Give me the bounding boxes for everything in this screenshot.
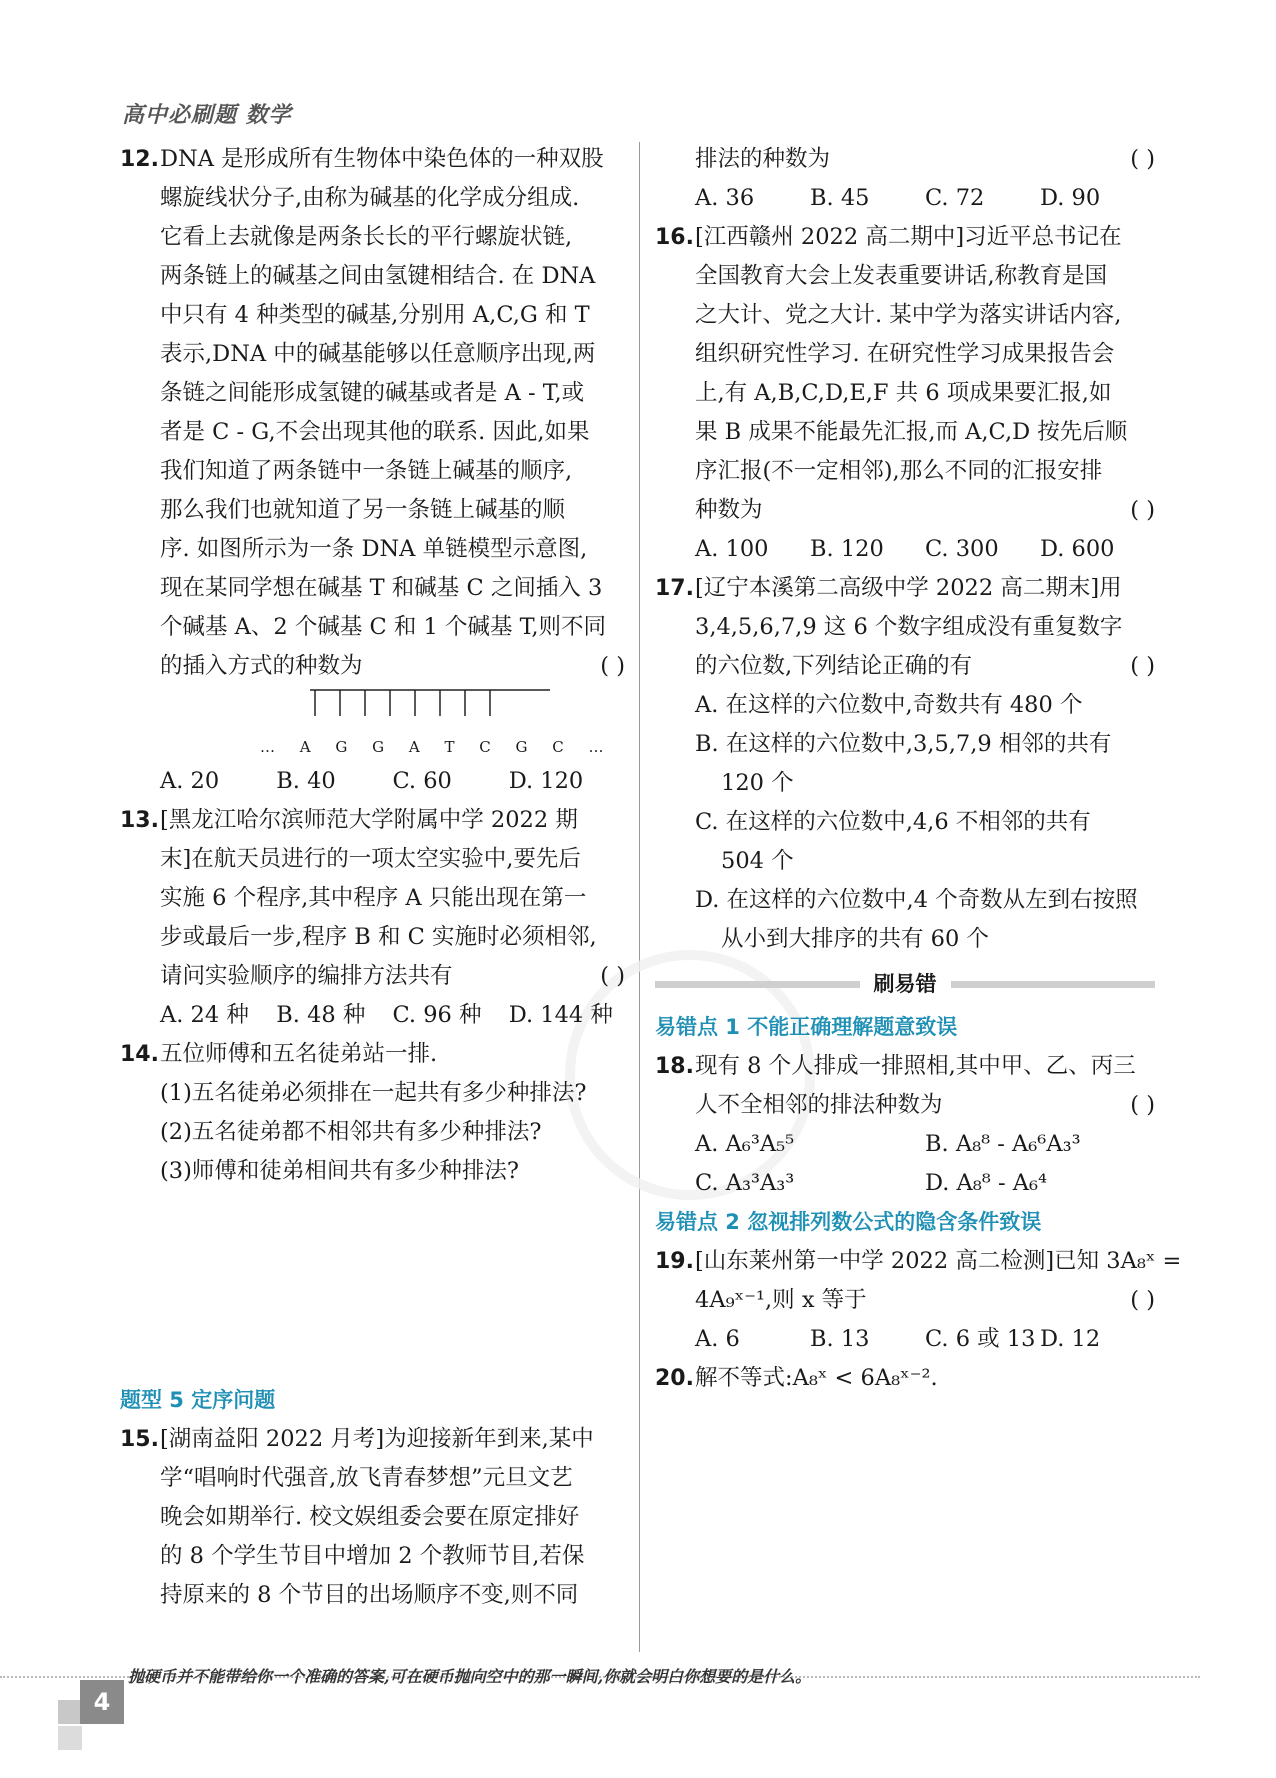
options-19: [655, 1320, 1155, 1359]
options-12: [120, 762, 625, 801]
text-line: [160, 957, 625, 996]
text-line: 晚会如期举行. 校文娱组委会要在原定排好: [160, 1504, 580, 1530]
option: C. A₃³A₃³: [695, 1170, 795, 1196]
text-line: 3,4,5,6,7,9 这 6 个数字组成没有重复数字: [695, 614, 1123, 640]
question-number: 15.: [120, 1427, 159, 1452]
text-line: 果 B 成果不能最先汇报,而 A,C,D 按先后顺: [695, 419, 1128, 445]
options-13: [120, 996, 625, 1035]
section-heading: 题型 5 定序问题: [120, 1388, 276, 1412]
text-line: [湖南益阳 2022 月考]为迎接新年到来,某中: [160, 1426, 594, 1452]
answer-paren: ( ): [600, 653, 625, 679]
question-19: [655, 1242, 1182, 1320]
question-17: [655, 569, 1155, 686]
text-line: 表示,DNA 中的碱基能够以任意顺序出现,两: [160, 341, 596, 367]
option: A. 6: [695, 1326, 740, 1352]
sub-question: (3)师傅和徒弟相间共有多少种排法?: [160, 1158, 519, 1184]
option: D. A₈⁸ - A₆⁴: [925, 1170, 1048, 1196]
answer-paren: ( ): [1130, 1287, 1155, 1313]
text-line: 组织研究性学习. 在研究性学习成果报告会: [695, 341, 1115, 367]
dna-diagram: [160, 686, 625, 762]
option: C. 96 种: [392, 1002, 482, 1028]
question-number: 19.: [655, 1249, 694, 1274]
option: A. 20: [160, 768, 220, 794]
text-line-end: 4A₉ˣ⁻¹,则 x 等于: [695, 1287, 867, 1313]
text-line: 上,有 A,B,C,D,E,F 共 6 项成果要汇报,如: [695, 380, 1112, 406]
text-line: [160, 647, 625, 686]
text-line: 解不等式:A₈ˣ < 6A₈ˣ⁻².: [695, 1365, 938, 1391]
error-point-2: 易错点 2 忽视排列数公式的隐含条件致误: [655, 1210, 1042, 1234]
text-line: 持原来的 8 个节目的出场顺序不变,则不同: [160, 1582, 579, 1608]
running-header: 高中必刷题 数学: [122, 103, 292, 128]
text-line: [695, 1086, 1155, 1125]
text-line: 中只有 4 种类型的碱基,分别用 A,C,G 和 T: [160, 302, 590, 328]
text-line: [695, 1281, 1155, 1320]
brush-errors-banner: [655, 965, 1155, 1004]
question-16: [655, 218, 1155, 530]
option: C. 60: [392, 768, 452, 794]
question-number: 16.: [655, 225, 694, 250]
text-line-end: 请问实验顺序的编排方法共有: [160, 963, 453, 989]
right-column: [655, 140, 1182, 1398]
answer-space: [120, 1191, 625, 1381]
choice-a: A. 在这样的六位数中,奇数共有 480 个: [695, 692, 1083, 718]
question-15: [120, 1420, 625, 1615]
banner-bar: [951, 981, 1156, 988]
text-line: 实施 6 个程序,其中程序 A 只能出现在第一: [160, 885, 587, 911]
corner-block: [58, 1726, 82, 1750]
banner-title: 刷易错: [873, 972, 937, 996]
option: B. A₈⁸ - A₆⁶A₃³: [925, 1131, 1081, 1157]
text-line: 全国教育大会上发表重要讲话,称教育是国: [695, 263, 1108, 289]
answer-paren: ( ): [1130, 1092, 1155, 1118]
text-line: 现在某同学想在碱基 T 和碱基 C 之间插入 3: [160, 575, 603, 601]
text-line: 它看上去就像是两条长长的平行螺旋状链,: [160, 224, 573, 250]
option: B. 13: [810, 1326, 870, 1352]
choice-b: B. 在这样的六位数中,3,5,7,9 相邻的共有 120 个: [695, 731, 1112, 796]
option: A. 100: [695, 536, 769, 562]
question-number: 13.: [120, 808, 159, 833]
text-line: 序. 如图所示为一条 DNA 单链模型示意图,: [160, 536, 588, 562]
text-line: [辽宁本溪第二高级中学 2022 高二期末]用: [695, 575, 1122, 601]
text-line: 步或最后一步,程序 B 和 C 实施时必须相邻,: [160, 924, 597, 950]
option: D. 120: [508, 768, 584, 794]
options-18-row1: [655, 1125, 1155, 1164]
question-15-continued: [655, 140, 1155, 179]
page-number: 4: [80, 1680, 124, 1724]
text-line: 我们知道了两条链中一条链上碱基的顺序,: [160, 458, 573, 484]
option: D. 144 种: [508, 1002, 613, 1028]
question-13: [120, 801, 625, 996]
sub-question: (1)五名徒弟必须排在一起共有多少种排法?: [160, 1080, 587, 1106]
error-point-1: 易错点 1 不能正确理解题意致误: [655, 1015, 958, 1039]
choice-c: C. 在这样的六位数中,4,6 不相邻的共有 504 个: [695, 809, 1091, 874]
answer-paren: ( ): [1130, 146, 1155, 172]
option: A. 24 种: [160, 1002, 249, 1028]
option: D. 90: [1040, 185, 1101, 211]
question-18: [655, 1047, 1155, 1125]
option: B. 45: [810, 185, 870, 211]
option: B. 40: [276, 768, 336, 794]
options-18-row2: [655, 1164, 1155, 1203]
text-line: [695, 491, 1155, 530]
footer-quote: 抛硬币并不能带给你一个准确的答案,可在硬币抛向空中的那一瞬间,你就会明白你想要的是什么。: [128, 1667, 812, 1686]
option: A. 36: [695, 185, 755, 211]
question-number: 17.: [655, 576, 694, 601]
text-line: [黑龙江哈尔滨师范大学附属中学 2022 期: [160, 807, 578, 833]
text-line: 之大计、党之大计. 某中学为落实讲话内容,: [695, 302, 1122, 328]
text-line: 那么我们也就知道了另一条链上碱基的顺: [160, 497, 566, 523]
question-number: 18.: [655, 1054, 694, 1079]
text-line: [695, 647, 1155, 686]
text-line: 序汇报(不一定相邻),那么不同的汇报安排: [695, 458, 1103, 484]
text-line: 个碱基 A、2 个碱基 C 和 1 个碱基 T,则不同: [160, 614, 607, 640]
option: B. 48 种: [276, 1002, 366, 1028]
question-20: [655, 1359, 1155, 1398]
question-stem: 五位师傅和五名徒弟站一排.: [160, 1041, 438, 1067]
text-line-end: 种数为: [695, 497, 763, 523]
text-line: 两条链上的碱基之间由氢键相结合. 在 DNA: [160, 263, 596, 289]
text-line-end: 排法的种数为: [695, 146, 831, 172]
option: A. A₆³A₅⁵: [695, 1131, 795, 1157]
question-14: [120, 1035, 625, 1191]
answer-paren: ( ): [1130, 497, 1155, 523]
option: C. 72: [925, 185, 985, 211]
choice-d: D. 在这样的六位数中,4 个奇数从左到右按照从小到大排序的共有 60 个: [695, 887, 1138, 952]
question-number: 12.: [120, 147, 159, 172]
dna-sequence: … A G G A T C G C …: [260, 738, 614, 756]
options-15: [655, 179, 1155, 218]
option: D. 600: [1040, 536, 1115, 562]
sub-question: (2)五名徒弟都不相邻共有多少种排法?: [160, 1119, 542, 1145]
text-line-end: 人不全相邻的排法种数为: [695, 1092, 943, 1118]
column-divider: [639, 142, 640, 1652]
options-16: [655, 530, 1155, 569]
text-line: 者是 C - G,不会出现其他的联系. 因此,如果: [160, 419, 590, 445]
text-line: 的 8 个学生节目中增加 2 个教师节目,若保: [160, 1543, 585, 1569]
text-line: [695, 140, 1155, 179]
question-12: [120, 140, 625, 686]
text-line: 现有 8 个人排成一排照相,其中甲、乙、丙三: [695, 1053, 1136, 1079]
text-line: [江西赣州 2022 高二期中]习近平总书记在: [695, 224, 1122, 250]
option: C. 6 或 13: [925, 1326, 1036, 1352]
text-line: 螺旋线状分子,由称为碱基的化学成分组成.: [160, 185, 580, 211]
option: D. 12: [1040, 1326, 1101, 1352]
option: B. 120: [810, 536, 884, 562]
corner-block: [58, 1700, 82, 1724]
left-column: [120, 140, 625, 1615]
text-line: 末]在航天员进行的一项太空实验中,要先后: [160, 846, 581, 872]
question-number: 14.: [120, 1042, 159, 1067]
answer-paren: ( ): [1130, 653, 1155, 679]
question-number: 20.: [655, 1366, 694, 1391]
text-line: 条链之间能形成氢键的碱基或者是 A - T,或: [160, 380, 585, 406]
text-line: 学“唱响时代强音,放飞青春梦想”元旦文艺: [160, 1465, 573, 1491]
text-line: DNA 是形成所有生物体中染色体的一种双股: [160, 146, 604, 172]
answer-paren: ( ): [600, 963, 625, 989]
text-line-end: 的六位数,下列结论正确的有: [695, 653, 973, 679]
text-line-end: 的插入方式的种数为: [160, 653, 363, 679]
text-line: [山东莱州第一中学 2022 高二检测]已知 3A₈ˣ =: [695, 1248, 1182, 1274]
option: C. 300: [925, 536, 999, 562]
banner-bar: [655, 981, 860, 988]
